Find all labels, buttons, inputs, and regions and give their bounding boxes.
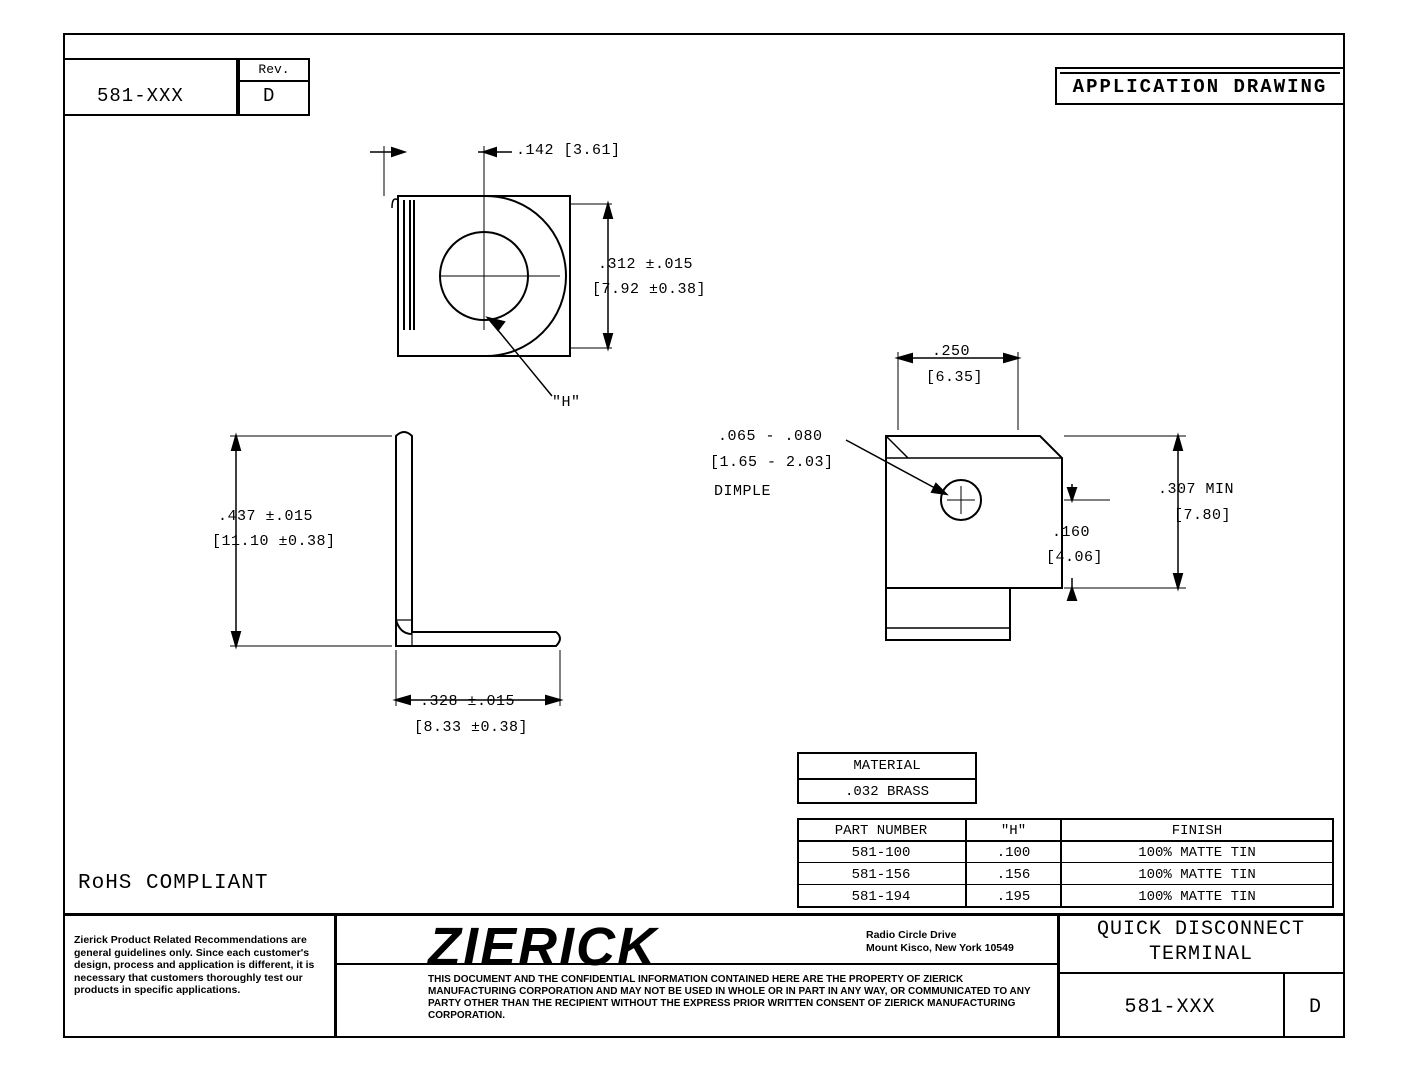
table-row: 581-100 — [851, 845, 911, 861]
table-row: 100% MATTE TIN — [1138, 867, 1256, 883]
front-view-offset-dim-in: .160 — [1052, 524, 1091, 541]
zierick-logo: ZIERICK — [428, 917, 658, 977]
table-row: .195 — [996, 889, 1031, 905]
part-table-header-rule — [799, 840, 1332, 842]
front-view-offset-dim-mm: [4.06] — [1046, 549, 1104, 566]
side-view-height-dim-mm: [11.10 ±0.38] — [212, 533, 336, 550]
footer-title-line1: QUICK DISCONNECT — [1096, 918, 1306, 941]
footer-drawing-number: 581-XXX — [1124, 996, 1216, 1019]
table-row: .100 — [996, 845, 1031, 861]
top-view-height-dim-in: .312 ±.015 — [598, 256, 694, 273]
part-table-row-rule-1 — [799, 862, 1332, 863]
part-table-col-h: "H" — [1000, 823, 1027, 839]
dimple-range-mm: [1.65 - 2.03] — [710, 454, 834, 471]
material-table-divider — [799, 778, 975, 780]
table-row: 581-156 — [851, 867, 911, 883]
table-row: 100% MATTE TIN — [1138, 845, 1256, 861]
footer-rev: D — [1308, 996, 1321, 1019]
front-view-width-dim-mm: [6.35] — [926, 369, 984, 386]
material-table-header: MATERIAL — [853, 758, 921, 774]
side-view-height-dim-in: .437 ±.015 — [218, 508, 314, 525]
part-table-row-rule-2 — [799, 884, 1332, 885]
h-leader-label: "H" — [552, 394, 581, 411]
table-row: 100% MATTE TIN — [1138, 889, 1256, 905]
footer-address-line1: Radio Circle Drive — [866, 929, 957, 941]
footer-title-line2: TERMINAL — [1148, 943, 1253, 966]
front-view-height-dim-mm: [7.80] — [1174, 507, 1232, 524]
front-view-width-dim-in: .250 — [932, 343, 971, 360]
footer-top-rule — [63, 913, 1345, 916]
part-table-col-finish: FINISH — [1171, 823, 1223, 839]
footer-legal-text: THIS DOCUMENT AND THE CONFIDENTIAL INFORMATION CONTAINED HERE ARE THE PROPERTY OF ZIERICK MANUFACTURING CORPORATION AND MAY NOT BE USED IN WHOLE OR IN PART IN ANY WAY, OR COMMUNICATED TO ANY PARTY OTHER THAN THE RECIPIENT WITHOUT THE EXPRESS PRIOR WRITTEN CONSENT OF ZIERICK MANUFACTURING CORPORATION. — [428, 974, 1031, 1021]
dimple-label: DIMPLE — [714, 483, 772, 500]
dimple-range-in: .065 - .080 — [718, 428, 823, 445]
front-view-height-dim-in: .307 MIN — [1158, 481, 1235, 498]
rev-value: D — [263, 85, 275, 107]
table-row: .156 — [996, 867, 1031, 883]
top-view-width-dim: .142 [3.61] — [516, 142, 621, 159]
material-table-value: .032 BRASS — [844, 784, 929, 800]
footer-disclaimer: Zierick Product Related Recommendations are general guidelines only. Since each customer's design, process and application is different, it is necessary that customers thoroughly test our products in specific applications. — [74, 934, 315, 996]
rev-label: Rev. — [258, 62, 290, 77]
footer-address-line2: Mount Kisco, New York 10549 — [866, 942, 1014, 954]
table-row: 581-194 — [851, 889, 911, 905]
part-table-col-part: PART NUMBER — [834, 823, 928, 839]
footer-divider-1 — [334, 913, 337, 1038]
part-number-label: 581-XXX — [97, 85, 184, 107]
rohs-compliant-label: RoHS COMPLIANT — [78, 872, 269, 895]
footer-divider-3 — [1057, 972, 1345, 974]
side-view-length-dim-in: .328 ±.015 — [420, 693, 516, 710]
application-drawing-title: APPLICATION DRAWING — [1072, 76, 1328, 98]
side-view-length-dim-mm: [8.33 ±0.38] — [414, 719, 529, 736]
top-view-height-dim-mm: [7.92 ±0.38] — [592, 281, 707, 298]
